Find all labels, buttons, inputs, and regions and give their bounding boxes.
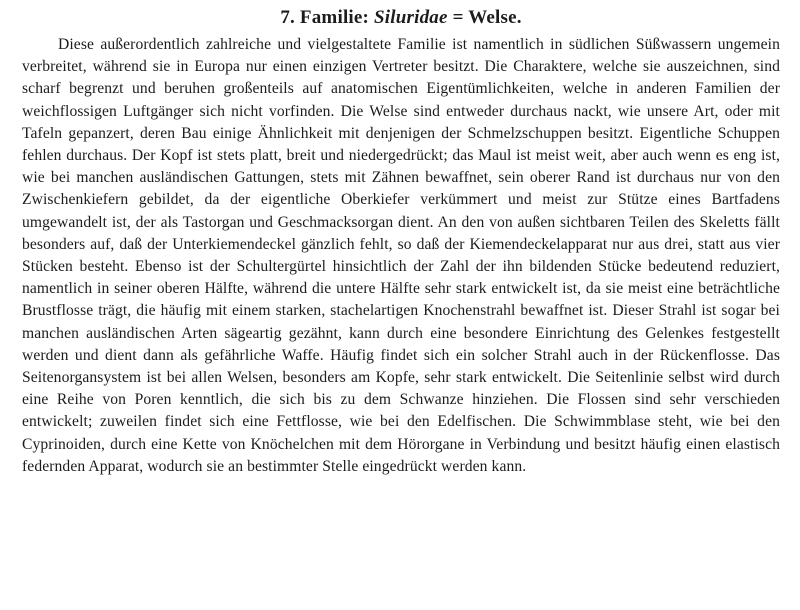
section-heading: [22, 6, 780, 30]
heading-separator: =: [447, 7, 469, 28]
heading-prefix: 7. Familie:: [280, 7, 375, 28]
heading-genus: Siluridae: [374, 7, 448, 28]
body-paragraph: Diese außerordentlich zahlreiche und vielgestaltete Familie ist namentlich in südlichen Süßwassern ungemein verbreitet, während sie in Europa nur einen einzigen Vertreter besitzt. Die Charaktere, welche sie auszeichnen, sind scharf begrenzt und beruhen großenteils auf anatomischen Eigentümlichkeiten, welche in anderen Familien der weichflossigen Luftgänger sich nicht vorfinden. Die Welse sind entweder durchaus nackt, wie unsere Art, oder mit Tafeln gepanzert, deren Bau einige Ähnlichkeit mit denjenigen der Schmelzschuppen besitzt. Eigentliche Schuppen fehlen durchaus. Der Kopf ist stets platt, breit und niedergedrückt; das Maul ist meist weit, aber auch wenn es eng ist, wie bei manchen ausländischen Gattungen, stets mit Zähnen bewaffnet, sein oberer Rand ist durchaus nur von den Zwischenkiefern gebildet, da der eigentliche Oberkiefer verkümmert und meist zur Stütze eines Bartfadens umgewandelt ist, der als Tastorgan und Geschmacksorgan dient. An den von außen sichtbaren Teilen des Skeletts fällt besonders auf, daß der Unterkiemendeckel gänzlich fehlt, so daß der Kiemendeckelapparat nur aus drei, statt aus vier Stücken besteht. Ebenso ist der Schultergürtel hinsichtlich der Zahl der ihn bildenden Stücke bedeutend reduziert, namentlich in seiner oberen Hälfte, während die untere Hälfte sehr stark entwickelt ist, da sie meist eine beträchtliche Brustflosse trägt, die häufig mit einem starken, stachelartigen Knochenstrahl bewaffnet ist. Dieser Strahl ist sogar bei manchen ausländischen Arten sägeartig gezähnt, kann durch eine besondere Einrichtung des Gelenkes festgestellt werden und dient dann als gefährliche Waffe. Häufig findet sich ein solcher Strahl auch in der Rückenflosse. Das Seitenorgansystem ist bei allen Welsen, besonders am Kopfe, sehr stark entwickelt. Die Seitenlinie selbst wird durch eine Reihe von Poren kenntlich, die sich bis zu dem Schwanze hinziehen. Die Flossen sind sehr verschieden entwickelt; zuweilen findet sich eine Fettflosse, wie bei den Edelfischen. Die Schwimmblase steht, wie bei den Cyprinoiden, durch eine Kette von Knöchelchen mit dem Hörorgane in Verbindung und besitzt häufig einen elastisch federnden Apparat, wodurch sie an bestimmter Stelle eingedrückt werden kann.: [22, 36, 780, 475]
heading-common-name: Welse.: [468, 7, 522, 28]
